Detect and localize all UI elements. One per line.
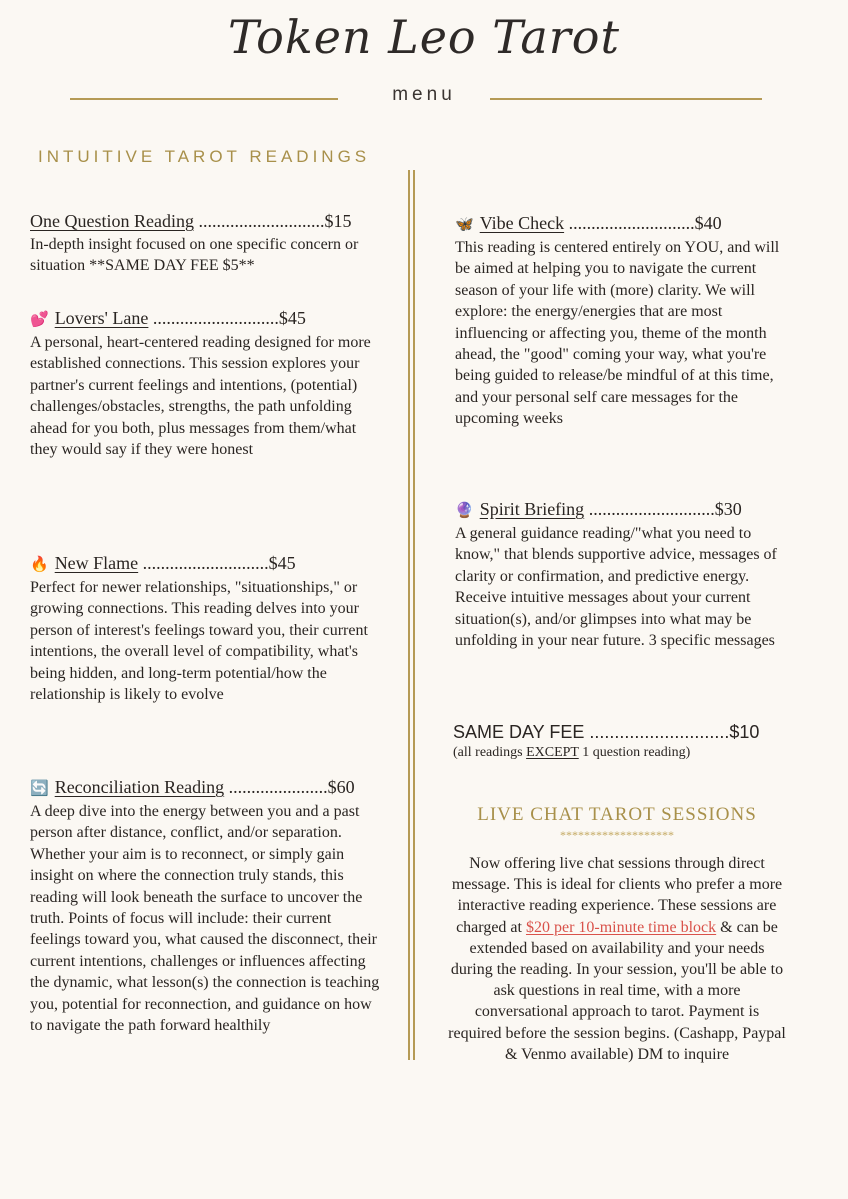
hearts-icon: 💕 — [30, 310, 49, 328]
item-leader-dots: ............................ — [564, 213, 695, 233]
fee-note-except: EXCEPT — [526, 745, 579, 760]
fire-icon: 🔥 — [30, 555, 49, 573]
item-header — [30, 552, 380, 575]
item-name: Reconciliation Reading — [54, 777, 225, 797]
item-leader-dots: ............................ — [193, 211, 325, 231]
item-price: $45 — [278, 308, 306, 328]
star-divider: ******************* — [560, 828, 674, 842]
item-name: Lovers' Lane — [54, 308, 149, 328]
item-header — [30, 307, 375, 330]
menu-subtitle: menu — [392, 84, 456, 105]
item-description: Perfect for newer relationships, "situationships," or growing connections. This reading delves into your person of interest's feelings toward you, their current intentions, the overall level of compatibility, what's being hidden, and long-term potential/how the relationship is likely to evolve — [30, 579, 368, 704]
item-price: $45 — [268, 553, 296, 573]
item-description: A deep dive into the energy between you and a past person after distance, conflict, and/or separation. Whether your aim is to reconnect, or simply gain insight on where the connection truly stands, this reading will look beneath the surface to uncover the truth. Points of focus will include: their current feelings toward you, what caused the disconnect, their current intentions, challenges or influences affecting the dynamic, what lesson(s) the connection is teaching you, potential for reconnection, and guidance on how to navigate the path forward healthily — [30, 803, 380, 1035]
column-divider — [408, 170, 415, 1060]
item-price: $60 — [327, 777, 355, 797]
menu-item-vibe-check — [455, 212, 780, 430]
section-heading: INTUITIVE TAROT READINGS — [38, 147, 371, 166]
item-name: One Question Reading — [30, 211, 194, 231]
fee-label: SAME DAY FEE — [453, 722, 585, 742]
live-chat-price: $20 per 10-minute time block — [525, 918, 717, 936]
item-leader-dots: ............................ — [148, 308, 279, 328]
header-divider-right — [490, 98, 762, 100]
item-leader-dots: ............................ — [138, 553, 269, 573]
item-price: $15 — [324, 211, 352, 231]
item-header — [30, 776, 382, 799]
menu-item-lovers-lane — [30, 307, 375, 460]
fee-note-post: 1 question reading) — [578, 745, 691, 760]
item-header — [455, 212, 780, 235]
menu-item-one-question — [30, 210, 400, 277]
fee-price: $10 — [729, 722, 760, 742]
fee-leader-dots: ............................ — [584, 722, 730, 742]
fee-note-pre: (all readings — [453, 745, 527, 760]
item-leader-dots: ...................... — [224, 777, 328, 797]
item-leader-dots: ............................ — [584, 499, 715, 519]
fee-note — [453, 745, 783, 761]
item-description: In-depth insight focused on one specific concern or situation **SAME DAY FEE $5** — [30, 236, 359, 275]
item-name: Spirit Briefing — [479, 499, 585, 519]
item-name: Vibe Check — [479, 213, 565, 233]
live-chat-heading: LIVE CHAT TAROT SESSIONS — [477, 804, 757, 825]
item-header — [30, 210, 400, 232]
item-description: This reading is centered entirely on YOU, and will be aimed at helping you to navigate the current season of your life with (more) clarity. We will explore: the energy/energies that are most influencing or affecting you, theme of the month ahead, the "good" coming your way, what you're being guided to release/be mindful of at this time, and your personal self care messages for the upcoming weeks — [455, 239, 780, 428]
menu-item-new-flame — [30, 552, 380, 705]
live-chat-description — [448, 853, 786, 1065]
menu-item-spirit-briefing — [455, 498, 780, 651]
same-day-fee — [453, 721, 783, 761]
live-chat-text-pre: Now offering live chat sessions through direct message. This is ideal for clients who prefer a more interactive reading experience. These sessions are charged at — [451, 855, 783, 936]
item-price: $30 — [714, 499, 742, 519]
item-header — [455, 498, 780, 521]
menu-item-reconciliation — [30, 776, 382, 1036]
live-chat-text-post: & can be extended based on availability and your needs during the reading. In your session, you'll be able to ask questions in real time, with a more conversational approach to tarot. Payment is required before the session begins. (Cashapp, Paypal & Venmo available) DM to inquire — [448, 918, 786, 1063]
item-name: New Flame — [54, 553, 139, 573]
butterfly-icon: 🦋 — [455, 215, 474, 233]
item-description: A personal, heart-centered reading designed for more established connections. This session explores your partner's current feelings and intentions, (potential) challenges/obstacles, strengths, the path unfolding ahead for you both, plus messages from them/what they would say if they were honest — [30, 334, 371, 459]
repeat-icon: 🔄 — [30, 779, 49, 797]
crystal-ball-icon: 🔮 — [455, 501, 474, 519]
item-description: A general guidance reading/"what you need to know," that blends supportive advice, messages of clarity or confirmation, and predictive energy. Receive intuitive messages about your current situation(s), and/or glimpses into what may be unfolding in your near future. 3 specific messages — [455, 525, 777, 650]
item-price: $40 — [694, 213, 722, 233]
fee-header — [453, 721, 783, 743]
page-title: Token Leo Tarot — [228, 10, 620, 64]
